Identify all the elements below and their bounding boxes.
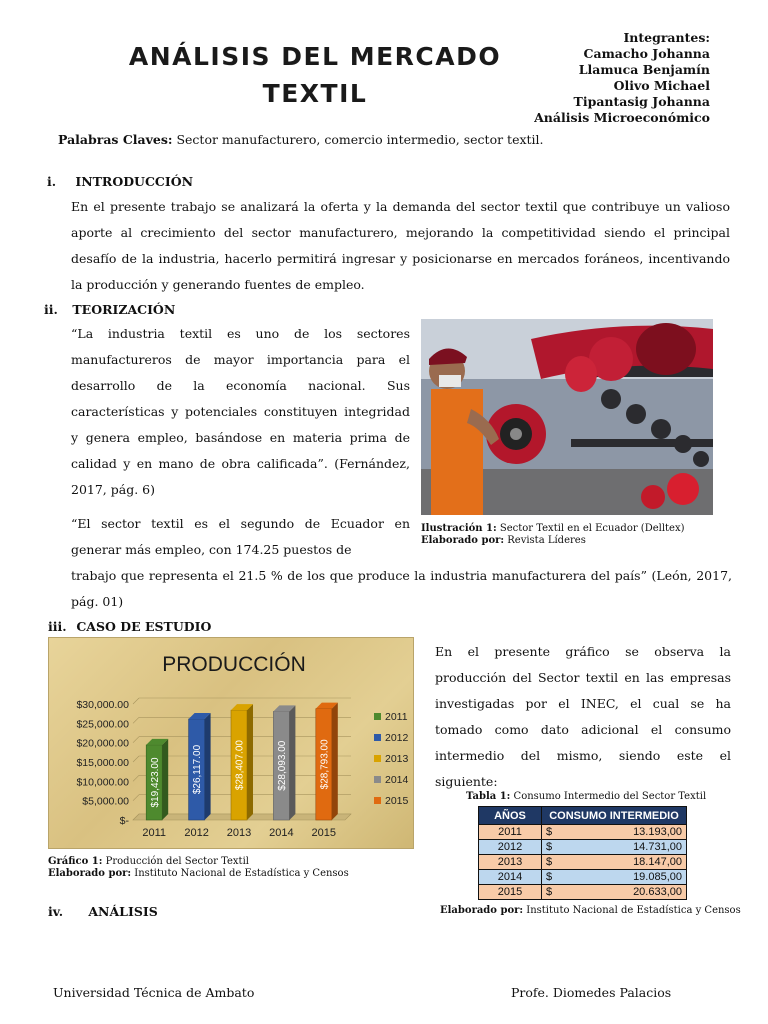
table-cell-currency: $ [542,855,559,870]
intro-paragraph: En el presente trabajo se analizará la oferta y la demanda del sector textil que contribuye un valioso aporte al crecimiento del sector manufacturero, mejorando la competitividad siendo el principal desafío de la industria, hacerlo permitirá ingresar y posicionarse en mercados foráneos, incentivando la producción y generando fuentes de empleo. [71,199,730,292]
theory-quote-2b: trabajo que representa el 21.5 % de los que produce la industria manufacturera del país” (León, 2017, pág. 01) [71,568,732,609]
table-cell-year: 2014 [479,870,542,885]
production-chart-svg [49,638,413,848]
table-caption-text: Consumo Intermedio del Sector Textil [510,791,707,802]
table-cell-currency: $ [542,885,559,900]
author-name: Llamuca Benjamín [578,62,710,77]
table-by-text: Instituto Nacional de Estadística y Censos [523,905,741,916]
bar-side [289,705,295,820]
legend-label: 2013 [385,753,409,765]
bar-side [247,704,253,820]
chart-caption [48,856,349,880]
y-tick-label: $30,000.00 [76,699,129,711]
figure-label: Ilustración 1: [421,523,497,534]
case-paragraph: En el presente gráfico se observa la producción del Sector textil en las empresas investigadas por el INEC, el cual se ha tomado como dato adicional el consumo intermedio del mismo, siendo este el siguiente: [435,644,731,789]
gridline-side [133,737,139,743]
bar-side [162,739,168,820]
table-by-label: Elaborado por: [440,905,524,916]
table-row [479,885,687,900]
theory-quote-1: “La industria textil es uno de los sectores manufactureros de mayor importancia para el desarrollo de la economía nacional. Sus características y potenciales constituyen integridad y genera empleo, basándose en materia prima de calidad y en mano de obra calificada”. (Fernández, 2017, pág. 6) [71,326,410,497]
footer-university: Universidad Técnica de Ambato [53,985,255,1000]
section-heading-theory [44,302,175,317]
table-cell-currency: $ [542,870,559,885]
table-cell-value: 18.147,00 [558,855,687,870]
gridline-side [133,698,139,704]
y-tick-label: $- [119,815,129,827]
legend-label: 2015 [385,795,409,807]
section-number: iii. [48,619,67,634]
table-row [479,840,687,855]
legend-label: 2014 [385,774,409,786]
table-source [440,905,741,917]
bar-data-label: $28,793.00 [319,739,331,790]
section-number: ii. [44,302,58,317]
x-tick-label: 2011 [142,827,167,839]
gridline-side [133,795,139,801]
table-cell-value: 20.633,00 [558,885,687,900]
figure-text: Sector Textil en el Ecuador (Delltex) [496,523,685,534]
author-name: Camacho Johanna [583,46,710,61]
x-tick-label: 2012 [184,827,209,839]
section-title: ANÁLISIS [88,904,158,919]
footer-professor: Profe. Diomedes Palacios [511,985,672,1000]
chart-title: PRODUCCIÓN [162,653,306,676]
table-cell-value: 14.731,00 [558,840,687,855]
section-title: INTRODUCCIÓN [75,174,194,189]
y-tick-label: $10,000.00 [76,776,129,789]
section-number: i. [47,174,57,189]
table-row [479,855,687,870]
table-cell-year: 2013 [479,855,542,870]
chart-caption-by-text: Instituto Nacional de Estadística y Censos [131,868,349,879]
legend-swatch [374,797,381,804]
production-chart [48,637,414,849]
keywords-label: Palabras Claves: [58,132,173,147]
legend-swatch [374,734,381,741]
section-heading-case [48,619,211,634]
figure-by-text: Revista Líderes [504,535,586,546]
table-cell-year: 2015 [479,885,542,900]
section-title: CASO DE ESTUDIO [76,619,212,634]
y-tick-label: $15,000.00 [76,757,129,769]
theory-quote-2a: “El sector textil es el segundo de Ecuador en generar más empleo, con 174.25 puestos de [71,516,410,557]
table-cell-value: 13.193,00 [558,825,687,840]
bar-data-label: $28,093.00 [277,740,289,791]
figure-caption [421,523,685,547]
bar-data-label: $19,423.00 [149,757,161,808]
section-heading-analysis [48,904,158,919]
gridline-side [133,775,139,781]
authors-heading: Integrantes: [623,30,710,45]
table-cell-year: 2012 [479,840,542,855]
section-heading-intro [47,174,193,189]
author-name: Tipantasig Johanna [573,94,710,109]
gridline-side [133,717,139,723]
figure-by-label: Elaborado por: [421,535,505,546]
legend-label: 2011 [385,711,408,723]
y-tick-label: $25,000.00 [76,718,129,731]
x-tick-label: 2014 [269,827,294,839]
section-number: iv. [48,904,64,919]
table-row [479,870,687,885]
author-name: Olivo Michael [613,78,710,93]
table-row [479,825,687,840]
chart-caption-label: Gráfico 1: [48,856,103,867]
authors-block [534,30,710,126]
chart-caption-by-label: Elaborado por: [48,868,132,879]
table-caption [466,791,706,803]
table-header: AÑOS [479,807,542,825]
document-title: ANÁLISIS DEL MERCADO TEXTIL [128,42,502,108]
y-tick-label: $5,000.00 [82,795,129,808]
consumption-table-wrap [478,806,687,900]
textile-worker-photo [421,319,713,515]
table-header: CONSUMO INTERMEDIO [542,807,687,825]
table-cell-currency: $ [542,840,559,855]
y-tick-label: $20,000.00 [76,737,129,750]
x-tick-label: 2013 [226,827,252,839]
bar-side [205,713,211,820]
legend-swatch [374,713,381,720]
legend-label: 2012 [385,732,409,744]
bar-data-label: $28,407.00 [234,740,246,791]
gridline-side [133,756,139,762]
x-tick-label: 2015 [311,827,337,839]
consumption-table [478,806,687,900]
keywords [58,132,544,147]
table-cell-value: 19.085,00 [558,870,687,885]
chart-caption-text: Producción del Sector Textil [102,856,249,867]
course-name: Análisis Microeconómico [534,110,710,125]
table-caption-label: Tabla 1: [466,791,511,802]
table-cell-currency: $ [542,825,559,840]
section-title: TEORIZACIÓN [72,302,176,317]
legend-swatch [374,755,381,762]
keywords-text: Sector manufacturero, comercio intermedio, sector textil. [172,132,544,147]
legend-swatch [374,776,381,783]
table-cell-year: 2011 [479,825,542,840]
bar-data-label: $26,117.00 [192,744,204,795]
bar-side [332,703,338,820]
